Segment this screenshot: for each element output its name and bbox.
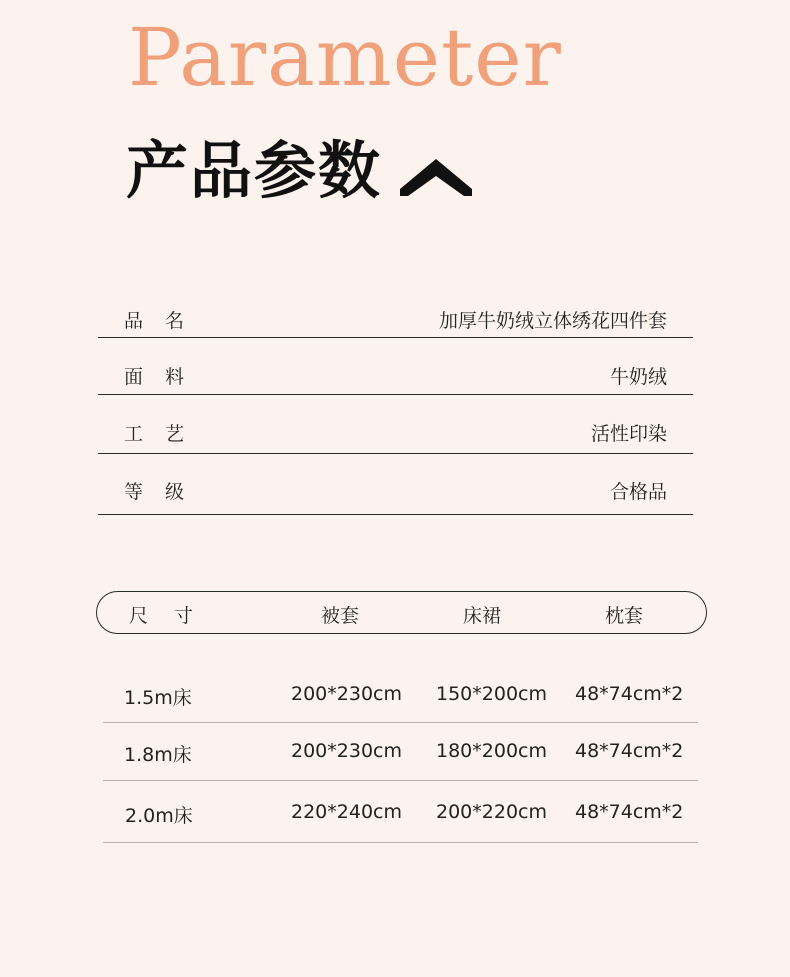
title-english: Parameter bbox=[128, 11, 562, 104]
chevron-up-icon bbox=[398, 156, 474, 200]
title-chinese: 产品参数 bbox=[126, 134, 383, 207]
param-value: 活性印染 bbox=[590, 423, 667, 445]
header-duvet-cover: 被套 bbox=[321, 605, 360, 627]
param-value: 合格品 bbox=[609, 481, 667, 503]
cell-bed-skirt: 150*200cm bbox=[436, 683, 547, 705]
param-value: 加厚牛奶绒立体绣花四件套 bbox=[438, 310, 667, 332]
param-row-fabric bbox=[98, 338, 693, 395]
param-value: 牛奶绒 bbox=[609, 366, 667, 388]
cell-pillowcase: 48*74cm*2 bbox=[575, 801, 684, 823]
table-row bbox=[103, 723, 698, 781]
header-bed-skirt: 床裙 bbox=[463, 605, 502, 627]
param-row-craft bbox=[98, 395, 693, 454]
cell-bed-size: 2.0m床 bbox=[125, 805, 193, 827]
size-table bbox=[103, 663, 698, 843]
table-row bbox=[103, 663, 698, 723]
param-row-grade bbox=[98, 454, 693, 515]
param-label: 品名 bbox=[124, 310, 207, 332]
param-label: 工艺 bbox=[124, 423, 207, 445]
param-label: 等级 bbox=[124, 481, 207, 503]
cell-bed-size: 1.8m床 bbox=[124, 744, 192, 766]
size-table-header bbox=[96, 591, 707, 634]
cell-pillowcase: 48*74cm*2 bbox=[575, 740, 684, 762]
header-size: 尺寸 bbox=[129, 605, 220, 627]
header-pillowcase: 枕套 bbox=[605, 605, 644, 627]
cell-bed-size: 1.5m床 bbox=[124, 687, 192, 709]
cell-duvet-cover: 200*230cm bbox=[291, 740, 402, 762]
cell-duvet-cover: 200*230cm bbox=[291, 683, 402, 705]
cell-pillowcase: 48*74cm*2 bbox=[575, 683, 684, 705]
cell-bed-skirt: 200*220cm bbox=[436, 801, 547, 823]
param-label: 面料 bbox=[124, 366, 207, 388]
table-row bbox=[103, 781, 698, 843]
param-row-name bbox=[98, 296, 693, 338]
parameter-list bbox=[98, 296, 693, 515]
cell-bed-skirt: 180*200cm bbox=[436, 740, 547, 762]
cell-duvet-cover: 220*240cm bbox=[291, 801, 402, 823]
